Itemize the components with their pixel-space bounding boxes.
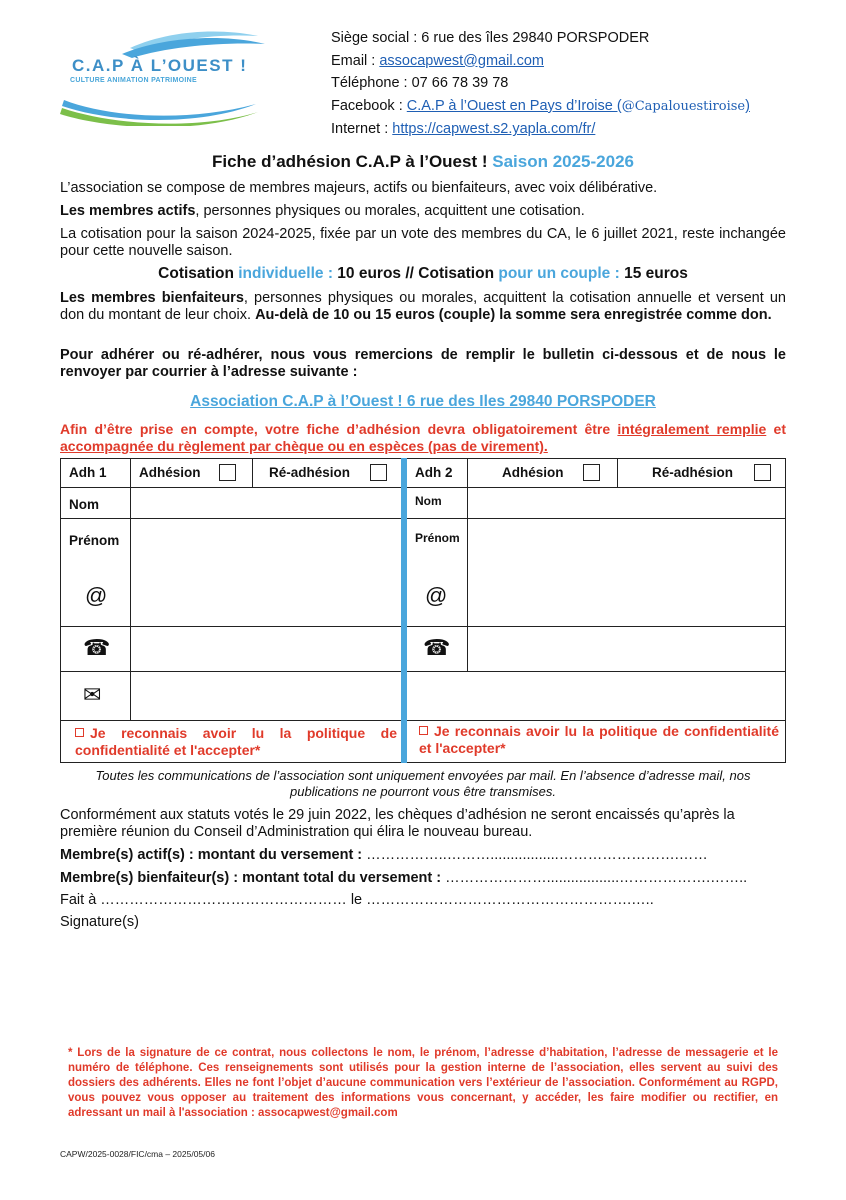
adh1-consent-label: Je reconnais avoir lu la politique de confidentialité et l'accepter*	[75, 725, 397, 758]
active-members-label: Les membres actifs	[60, 203, 196, 219]
gdpr-footnote: * Lors de la signature de ce contrat, nous collectons le nom, le prénom, l’adresse d’habitation, l’adresse de messagerie et le numéro de téléphone. Ces renseignements sont utilisés pour la gestion interne de l’association, elles servent au suivi des dossiers des adhérents. Elles ne font l’objet d’aucune communication vers l’extérieur de l’association. Conformément au RGPD, vous pouvez vous opposer au traitement des informations vous concernant, y accéder, les faire modifier ou rectifier, en adressant un mail à l'association : assocapwest@gmail.com	[68, 1047, 778, 1119]
document-reference: CAPW/2025-0028/FIC/cma – 2025/05/06	[60, 1149, 215, 1159]
adh1-prenom-label: Prénom	[69, 533, 120, 548]
logo-swoosh-graphic	[60, 26, 270, 126]
benefactor-payment-field[interactable]: …………………..................……………….……..	[445, 870, 748, 886]
postal-address-field[interactable]	[130, 671, 786, 721]
benefactors-text: , personnes physiques ou morales, acquittent la cotisation annuelle et versent un don du montant de leur choix.	[60, 290, 786, 323]
email-line	[331, 50, 750, 73]
benefactor-payment-label: Membre(s) bienfaiteur(s) : montant total du versement :	[60, 870, 446, 886]
adh1-consent-text[interactable]	[75, 725, 397, 759]
facebook-label: Facebook :	[331, 97, 407, 114]
fee-label-1: Cotisation	[158, 265, 239, 282]
fee-couple-label: pour un couple :	[498, 265, 625, 282]
intro-fee-paragraph: La cotisation pour la saison 2024-2025, fixée par un vote des membres du CA, le 6 juillet 2021, reste inchangée pour cette nouvelle saison.	[60, 226, 786, 259]
benefactors-donation-note: Au-delà de 10 ou 15 euros (couple) la somme sera enregistrée comme don.	[255, 307, 772, 323]
warning-part-2: intégralement remplie	[617, 421, 767, 437]
postal-address: Association C.A.P à l’Ouest ! 6 rue des Iles 29840 PORSPODER	[190, 393, 656, 410]
adh2-consent-checkbox[interactable]	[419, 726, 428, 735]
association-logo	[60, 26, 270, 126]
adh2-consent-cell	[406, 720, 786, 763]
warning-part-3: et	[766, 421, 786, 437]
adh2-prenom-email-field[interactable]	[467, 518, 786, 627]
signature-label: Signature(s)	[60, 914, 139, 930]
warning-text	[60, 421, 786, 455]
facebook-handle: @Capalouestiroise	[621, 98, 746, 114]
adh2-adhesion-label: Adhésion	[502, 465, 564, 480]
title-main: Fiche d’adhésion C.A.P à l’Ouest !	[211, 152, 493, 171]
communication-note: Toutes les communications de l’association sont uniquement envoyées par mail. En l’absence d’adresse mail, nos publications ne pourront vous être transmises.	[95, 768, 751, 799]
place-date-line	[60, 892, 786, 909]
internet-line	[331, 118, 750, 141]
website-link[interactable]: https://capwest.s2.yapla.com/fr/	[392, 121, 596, 138]
adh2-nom-label: Nom	[415, 494, 442, 508]
active-members-text: , personnes physiques ou morales, acquittent une cotisation.	[195, 203, 585, 219]
place-label: Fait à	[60, 892, 101, 908]
adh1-consent-checkbox[interactable]	[75, 728, 84, 737]
place-field[interactable]: ……………………………………………	[100, 892, 347, 908]
adh2-consent-label: Je reconnais avoir lu la politique de confidentialité et l'accepter*	[419, 723, 779, 756]
date-field[interactable]: ……………………………………………….…..	[366, 892, 654, 908]
contact-info	[331, 27, 750, 141]
internet-label: Internet :	[331, 121, 393, 138]
adh1-adhesion-checkbox[interactable]	[219, 464, 236, 481]
adh2-prenom-label-cell	[406, 518, 468, 627]
adh1-readhesion-label: Ré-adhésion	[269, 465, 351, 480]
fee-individual-amount: 10 euros // Cotisation	[337, 265, 499, 282]
adh1-prenom-email-field[interactable]	[130, 518, 402, 627]
adh1-adhesion-label: Adhésion	[139, 465, 201, 480]
logo-title: C.A.P À L’OUEST !	[72, 56, 248, 75]
adh2-header-cell	[406, 458, 468, 488]
benefactors-label: Les membres bienfaiteurs	[60, 290, 244, 306]
adh2-phone-field[interactable]	[467, 626, 786, 672]
page-title	[0, 152, 846, 172]
adh1-nom-field[interactable]	[130, 487, 402, 519]
adh1-nom-label: Nom	[69, 497, 99, 512]
adh1-readhesion-checkbox[interactable]	[370, 464, 387, 481]
warning-part-4: accompagnée du règlement par chèque ou en espèces (pas de virement).	[60, 438, 548, 454]
envelope-icon: ✉	[83, 682, 102, 707]
adh2-label: Adh 2	[415, 465, 453, 480]
email-label: Email :	[331, 52, 380, 69]
statutes-paragraph: Conformément aux statuts votés le 29 juin 2022, les chèques d’adhésion ne seront encaissés qu’après la première réunion du Conseil d’Administration qui élira le nouveau bureau.	[60, 807, 735, 840]
adh2-prenom-label: Prénom	[415, 531, 460, 545]
adh1-header-cell	[60, 458, 131, 488]
member-divider	[401, 458, 407, 763]
date-label: le	[346, 892, 367, 908]
intro-active-members	[60, 203, 786, 220]
adh2-at-icon: @	[425, 583, 448, 608]
intro-instructions: Pour adhérer ou ré-adhérer, nous vous remercions de remplir le bulletin ci-dessous et de nous le renvoyer par courrier à l’adresse suivante :	[60, 347, 786, 380]
title-season: Saison 2025-2026	[492, 152, 634, 171]
adh1-prenom-label-cell	[60, 518, 131, 627]
facebook-link[interactable]: C.A.P à l’Ouest en Pays d’Iroise (	[406, 97, 622, 114]
email-link[interactable]: assocapwest@gmail.com	[379, 52, 544, 69]
adh1-at-icon: @	[85, 583, 108, 608]
adh2-readhesion-label: Ré-adhésion	[652, 465, 734, 480]
adh1-adhesion-cell	[130, 458, 253, 488]
adh1-readhesion-cell	[252, 458, 402, 488]
fee-line	[60, 265, 786, 282]
adh2-phone-icon: ☎	[423, 635, 451, 660]
fee-couple-amount: 15 euros	[624, 265, 688, 282]
intro-members: L’association se compose de membres majeurs, actifs ou bienfaiteurs, avec voix délibérative.	[60, 180, 658, 196]
head-office: Siège social : 6 rue des îles 29840 PORSPODER	[331, 30, 650, 46]
warning-part-1: Afin d’être prise en compte, votre fiche d’adhésion devra obligatoirement être	[60, 421, 618, 437]
fee-individual-label: individuelle :	[238, 265, 338, 282]
adh2-readhesion-cell	[617, 458, 786, 488]
adh2-nom-field[interactable]	[467, 487, 786, 519]
active-payment-line	[60, 847, 786, 864]
adh2-readhesion-checkbox[interactable]	[754, 464, 771, 481]
postal-label-cell	[60, 671, 131, 721]
adh1-phone-field[interactable]	[130, 626, 402, 672]
adh2-adhesion-checkbox[interactable]	[583, 464, 600, 481]
adh2-adhesion-cell	[467, 458, 618, 488]
adh1-phone-label-cell	[60, 626, 131, 672]
logo-subtitle: CULTURE ANIMATION PATRIMOINE	[70, 77, 197, 84]
adh1-consent-cell	[60, 720, 402, 763]
phone-line: Téléphone : 07 66 78 39 78	[331, 75, 509, 92]
adh1-label: Adh 1	[69, 465, 107, 480]
benefactor-payment-line	[60, 870, 786, 887]
active-payment-field[interactable]: ……………..……….................…………………….……	[366, 847, 708, 863]
adh1-nom-label-cell	[60, 487, 131, 519]
facebook-line	[331, 95, 750, 119]
adh2-consent-text[interactable]	[419, 723, 779, 757]
membership-form	[60, 458, 786, 763]
active-payment-label: Membre(s) actif(s) : montant du versement :	[60, 847, 367, 863]
facebook-close: )	[745, 97, 750, 114]
adh2-phone-label-cell	[406, 626, 468, 672]
adh2-nom-label-cell	[406, 487, 468, 519]
intro-benefactors	[60, 290, 786, 324]
adh1-phone-icon: ☎	[83, 635, 111, 660]
